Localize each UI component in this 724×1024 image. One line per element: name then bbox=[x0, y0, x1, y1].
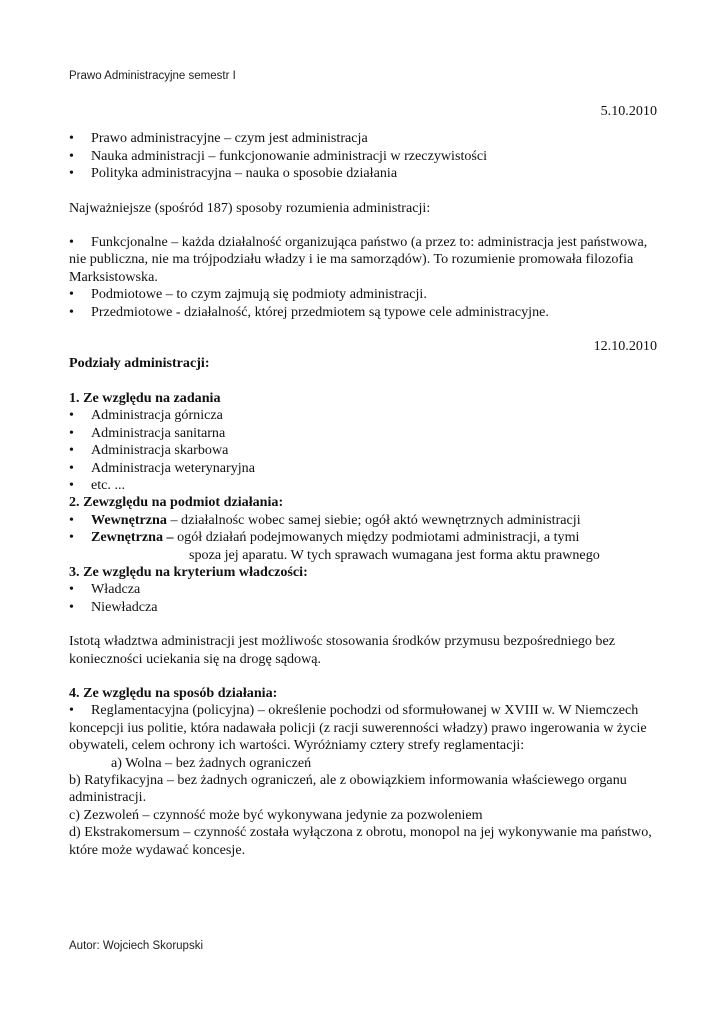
section-title: Podziały administracji: bbox=[69, 355, 210, 372]
list-item: • Administracja weterynaryjna bbox=[69, 459, 255, 476]
division-heading: 2. Zewzględu na podmiot działania: bbox=[69, 494, 284, 511]
list-item: • etc. ... bbox=[69, 476, 126, 493]
date-5-10-2010: 5.10.2010 bbox=[600, 103, 657, 119]
zone-c: c) Zezwoleń – czynność może być wykonywana jedynie za pozwoleniem bbox=[69, 806, 483, 823]
date-12-10-2010: 12.10.2010 bbox=[593, 338, 657, 355]
list-item: • Podmiotowe – to czym zajmują się podmioty administracji. bbox=[69, 286, 427, 303]
division-heading: 3. Ze względu na kryterium władczości: bbox=[69, 563, 308, 580]
zone-a: a) Wolna – bez żadnych ograniczeń bbox=[111, 754, 312, 771]
list-item: • Niewładcza bbox=[69, 598, 158, 615]
division-heading: 4. Ze względu na sposób działania: bbox=[69, 684, 278, 701]
list-item-continuation: spoza jej aparatu. W tych sprawach wumagana jest forma aktu prawnego bbox=[189, 546, 600, 563]
list-item: • Funkcjonalne – każda działalność organizująca państwo (a przez to: administracja jest państwowa, nie publiczna, nie ma trójpodziału władzy i ie ma samorządów). To rozumienie promowała filozofia Marksistowska. bbox=[69, 234, 648, 285]
page-footer: Autor: Wojciech Skorupski bbox=[69, 940, 204, 952]
list-item: • Wewnętrzna – działalnośc wobec samej siebie; ogół aktó wewnętrznych administracji bbox=[69, 511, 581, 528]
list-item: • Administracja skarbowa bbox=[69, 442, 229, 459]
list-item: • Władcza bbox=[69, 581, 141, 598]
list-item: • Prawo administracyjne – czym jest administracja bbox=[69, 130, 368, 147]
note-paragraph: Istotą władztwa administracji jest możliwośc stosowania środków przymusu bezpośredniego bez konieczności uciekania się na drogę sądową. bbox=[69, 633, 615, 667]
list-item: • Reglamentacyjna (policyjna) – określenie pochodzi od sformułowanej w XVIII w. W Niemczech koncepcji ius politie, która nadawała policji (z racji suwerenności władzy) prawo ingerowania w życie obywateli, celem ochrony ich wartości. Wyróżniamy cztery strefy reglamentacji: bbox=[69, 702, 647, 754]
document-body bbox=[69, 103, 657, 859]
list-item: • Nauka administracji – funkcjonowanie administracji w rzeczywistości bbox=[69, 147, 488, 164]
list-item: • Administracja górnicza bbox=[69, 407, 223, 424]
list-item: • Przedmiotowe - działalność, której przedmiotem są typowe cele administracyjne. bbox=[69, 303, 549, 320]
page-header: Prawo Administracyjne semestr I bbox=[69, 70, 236, 82]
list-item: • Zewnętrzna – ogół działań podejmowanych między podmiotami administracji, a tymi bbox=[69, 529, 580, 546]
intro-paragraph: Najważniejsze (spośród 187) sposoby rozumienia administracji: bbox=[69, 199, 431, 216]
division-heading: 1. Ze względu na zadania bbox=[69, 389, 221, 406]
zone-b: b) Ratyfikacyjna – bez żadnych ograniczeń, ale z obowiązkiem informowania właściewego organu administracji. bbox=[69, 772, 627, 806]
list-item: • Administracja sanitarna bbox=[69, 424, 226, 441]
zone-d: d) Ekstrakomersum – czynność została wyłączona z obrotu, monopol na jej wykonywanie ma państwo, które może wydawać koncesje. bbox=[69, 824, 652, 858]
list-item: • Polityka administracyjna – nauka o sposobie działania bbox=[69, 165, 398, 182]
